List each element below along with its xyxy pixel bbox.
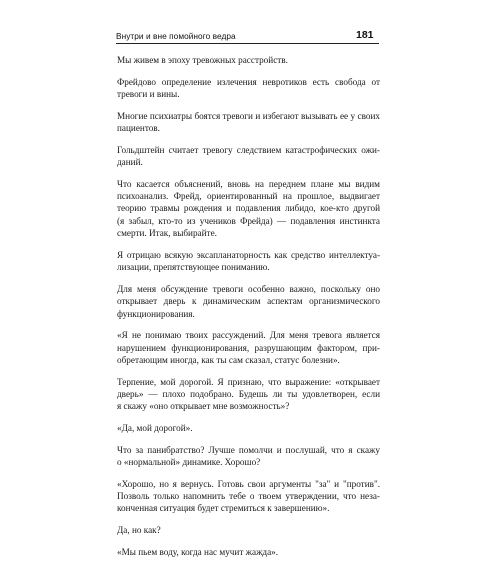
running-head: Внутри и вне помойного ведра bbox=[116, 31, 236, 41]
text-line: конченная ситуация будет стремиться к завершению». bbox=[117, 503, 330, 514]
text-line: Гольдштейн считает тревогу следствием катастрофических ожи- bbox=[117, 144, 380, 155]
paragraph bbox=[117, 283, 380, 320]
text-line: Для меня обсуждение тревоги особенно важно, поскольку оно bbox=[117, 283, 380, 294]
text-line: Что касается объяснений, вновь на переднем плане мы видим bbox=[117, 178, 380, 189]
text-line: смерти. Итак, выбирайте. bbox=[117, 228, 217, 239]
body-text bbox=[117, 54, 380, 567]
paragraph bbox=[117, 376, 380, 413]
text-line: психоанализ. Фрейд, ориентированный на прошлое, выдвигает bbox=[117, 191, 380, 201]
text-line: даний. bbox=[117, 157, 143, 167]
text-line: обретающим иногда, как ты сам сказал, статус болезни». bbox=[117, 355, 340, 366]
text-line: (я забыл, кто-то из учеников Фрейда) — подавления инстинкта bbox=[117, 215, 380, 226]
header-rule bbox=[116, 43, 379, 44]
paragraph bbox=[117, 546, 380, 558]
text-line: Да, но как? bbox=[117, 525, 161, 536]
text-line: «Я не понимаю твоих рассуждений. Для меня тревога является bbox=[117, 330, 380, 341]
text-line: функционирования. bbox=[117, 308, 195, 319]
paragraph bbox=[117, 178, 380, 240]
paragraph bbox=[117, 422, 380, 434]
paragraph bbox=[117, 110, 380, 135]
text-line: «Хорошо, но я вернусь. Готовь свои аргументы "за" и "против". bbox=[117, 478, 380, 489]
paragraph bbox=[117, 54, 380, 66]
text-line: Фрейдово определение излечения невротиков есть свобода от bbox=[117, 76, 380, 87]
paragraph bbox=[117, 144, 380, 169]
text-line: лизации, препятствующее пониманию. bbox=[117, 262, 270, 273]
text-line: нарушением функционирования, разрушающим фактором, при- bbox=[117, 342, 380, 353]
paragraph bbox=[117, 478, 380, 515]
text-line: пациентов. bbox=[117, 123, 160, 133]
paragraph bbox=[117, 524, 380, 536]
text-line: «Да, мой дорогой». bbox=[117, 423, 193, 434]
text-line: Позволь только напомнить тебе о твоем утверждении, что неза- bbox=[117, 491, 380, 502]
paragraph bbox=[117, 249, 380, 274]
text-line: Мы живем в эпоху тревожных расстройств. bbox=[117, 55, 288, 65]
paragraph bbox=[117, 329, 380, 366]
text-line: Многие психиатры боятся тревоги и избегают вызывать ее у своих bbox=[117, 110, 380, 121]
text-line: дверь» — плохо подобрано. Будешь ли ты удовлетворен, если bbox=[117, 389, 380, 400]
text-line: Терпение, мой дорогой. Я признаю, что выражение: «открывает bbox=[117, 376, 380, 387]
paragraph bbox=[117, 76, 380, 101]
text-line: теорию травмы рождения и подавления либидо, кое-кто другой bbox=[117, 203, 380, 214]
text-line: Я отрицаю всякую эксапланаторность как средство интеллектуа- bbox=[117, 249, 380, 260]
paragraph bbox=[117, 444, 380, 469]
text-line: открывает дверь к динамическим аспектам организмического bbox=[117, 296, 380, 307]
text-line: тревоги и вины. bbox=[117, 89, 180, 99]
text-line: «Мы пьем воду, когда нас мучит жажда». bbox=[117, 546, 279, 557]
page-number: 181 bbox=[356, 29, 374, 41]
text-line: Что за панибратство? Лучше помолчи и послушай, что я скажу bbox=[117, 444, 380, 455]
text-line: я скажу «оно открывает мне возможность»? bbox=[117, 401, 290, 412]
text-line: о «нормальной» динамике. Хорошо? bbox=[117, 457, 261, 468]
